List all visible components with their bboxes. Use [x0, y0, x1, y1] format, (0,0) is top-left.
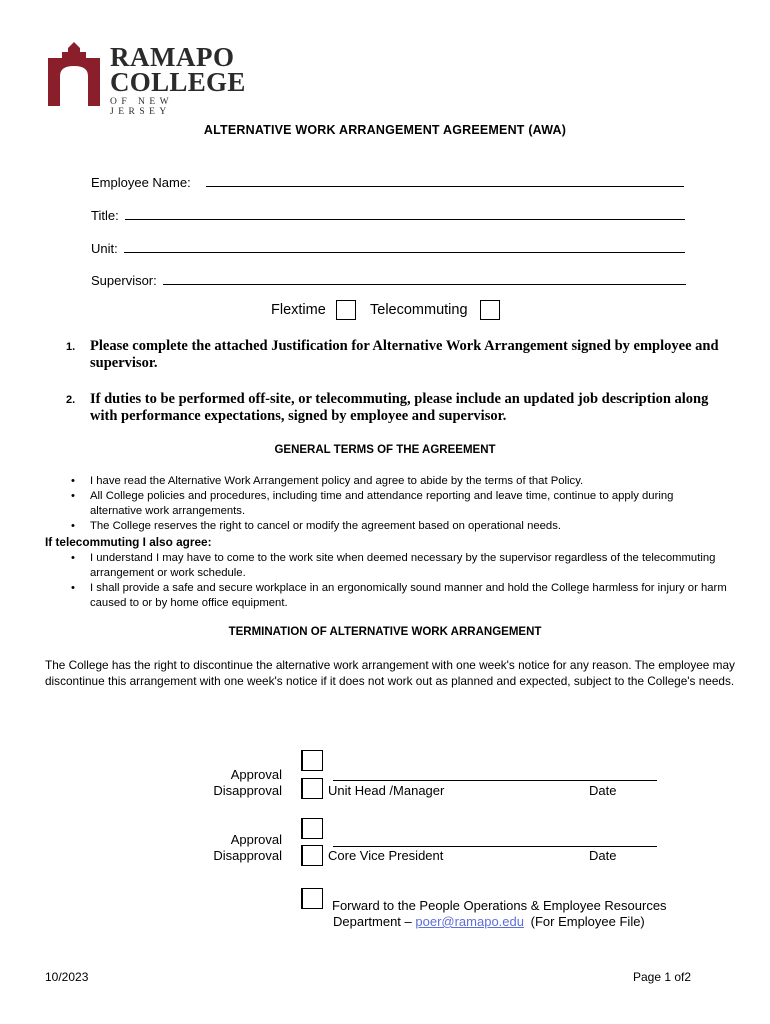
unit-line[interactable]	[124, 240, 685, 253]
employee-name-field[interactable]	[91, 174, 684, 190]
disapproval-checkbox-2[interactable]	[301, 845, 323, 866]
flextime-option[interactable]	[271, 300, 356, 320]
signature-line-1[interactable]	[333, 779, 657, 781]
unit-label: Unit:	[91, 241, 118, 256]
logo-word-college: COLLEGE	[110, 67, 246, 97]
approval-block-1-labels	[192, 767, 282, 799]
signer-label-1: Unit Head /Manager	[328, 783, 445, 798]
logo-word-state: OF NEW JERSEY	[110, 97, 173, 117]
approval-block-2-labels	[192, 832, 282, 864]
disapproval-label: Disapproval	[213, 783, 282, 798]
item-number: 1.	[66, 341, 76, 353]
flextime-label: Flextime	[271, 301, 326, 318]
termination-text: The College has the right to discontinue the alternative work arrangement with one week's notice for any reason. The employee may discontinue this arrangement with one week's notice if it does not work out as planned and expected, subject to the College's needs.	[45, 658, 735, 688]
title-field[interactable]	[91, 207, 685, 223]
telecommuting-checkbox[interactable]	[480, 300, 500, 320]
item-text: Please complete the attached Justification for Alternative Work Arrangement signed by employee and supervisor.	[90, 338, 719, 371]
disapproval-checkbox-1[interactable]	[301, 778, 323, 799]
title-line[interactable]	[125, 207, 685, 220]
general-terms-list	[68, 474, 718, 534]
supervisor-label: Supervisor:	[91, 273, 157, 288]
title-label: Title:	[91, 208, 119, 223]
signature-line-2[interactable]	[333, 845, 657, 847]
forward-line-1: Forward to the People Operations & Employee Resources	[332, 898, 667, 913]
footer-date: 10/2023	[45, 970, 89, 984]
forward-note: (For Employee File)	[530, 914, 645, 929]
forward-line-2	[333, 914, 645, 929]
date-label-2: Date	[589, 848, 617, 863]
disapproval-label: Disapproval	[213, 848, 282, 863]
signer-label-2: Core Vice President	[328, 848, 444, 863]
page-number: Page 1 of2	[633, 970, 692, 984]
email-link[interactable]: poer@ramapo.edu	[415, 914, 524, 929]
supervisor-line[interactable]	[163, 272, 686, 285]
date-label-1: Date	[589, 783, 617, 798]
forward-checkbox[interactable]	[301, 888, 323, 909]
arch-logo-icon	[44, 42, 104, 106]
list-item: • The College reserves the right to cancel or modify the agreement based on operational needs.	[68, 519, 718, 534]
list-item: • I shall provide a safe and secure workplace in an ergonomically sound manner and hold the College harmless for injury or harm caused to or by home office equipment.	[68, 581, 728, 611]
employee-name-label: Employee Name:	[91, 175, 191, 190]
unit-field[interactable]	[91, 240, 685, 256]
telecommuting-label: Telecommuting	[370, 301, 468, 318]
flextime-checkbox[interactable]	[336, 300, 356, 320]
approval-checkbox-1[interactable]	[301, 750, 323, 771]
item-text: If duties to be performed off-site, or telecommuting, please include an updated job description along with performance expectations, signed by employee and supervisor.	[90, 391, 709, 424]
item-number: 2.	[66, 394, 76, 406]
telecommute-terms-list	[68, 551, 728, 611]
document-title: ALTERNATIVE WORK ARRANGEMENT AGREEMENT (AWA)	[203, 123, 567, 137]
approval-label: Approval	[230, 767, 282, 782]
employee-name-line[interactable]	[206, 174, 684, 187]
logo-word-ramapo: RAMAPO	[110, 42, 235, 72]
forward-department: Department –	[333, 914, 412, 929]
list-item: • All College policies and procedures, including time and attendance reporting and leave time, continue to apply during alternative work arrangements.	[68, 489, 718, 519]
telecommuting-option[interactable]	[370, 300, 500, 320]
general-terms-heading: GENERAL TERMS OF THE AGREEMENT	[274, 444, 496, 456]
college-logo	[44, 42, 246, 117]
list-item: • I have read the Alternative Work Arrangement policy and agree to abide by the terms of that Policy.	[68, 474, 718, 489]
list-item: • I understand I may have to come to the work site when deemed necessary by the supervisor regardless of the telecommuting arrangement or work schedule.	[68, 551, 728, 581]
approval-label: Approval	[230, 832, 282, 847]
supervisor-field[interactable]	[91, 272, 686, 288]
telecommute-heading: If telecommuting I also agree:	[45, 535, 212, 549]
termination-heading: TERMINATION OF ALTERNATIVE WORK ARRANGEMENT	[228, 626, 542, 638]
approval-checkbox-2[interactable]	[301, 818, 323, 839]
